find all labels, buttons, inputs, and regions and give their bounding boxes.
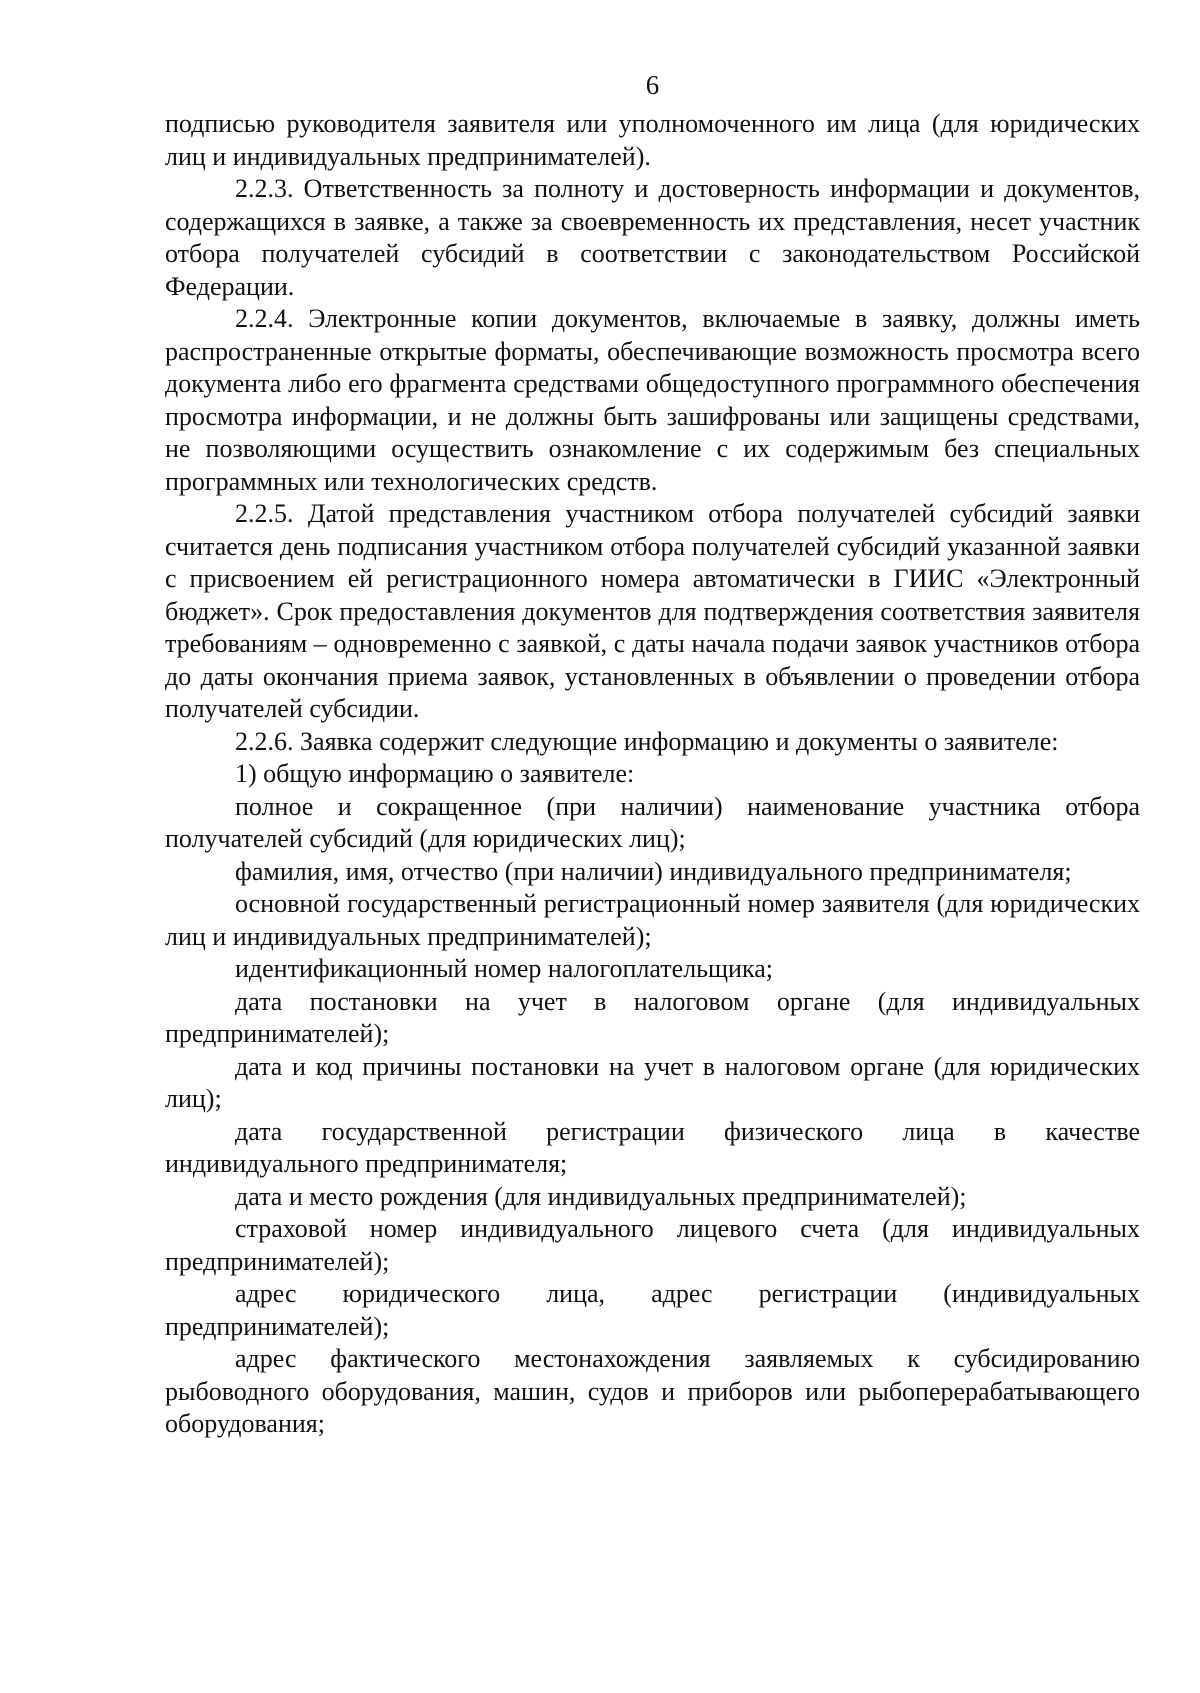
list-item: адрес юридического лица, адрес регистрации (индивидуальных предпринимателей); (165, 1279, 1140, 1341)
paragraph-2-2-6: 2.2.6. Заявка содержит следующие информацию и документы о заявителе: (235, 726, 1059, 756)
list-item: фамилия, имя, отчество (при наличии) индивидуального предпринимателя; (235, 856, 1072, 886)
list-item: адрес фактического местонахождения заявляемых к субсидированию рыбоводного оборудования, машин, судов и приборов или рыбоперерабатывающего оборудования; (165, 1344, 1140, 1438)
paragraph-2-2-3: 2.2.3. Ответственность за полноту и достоверность информации и документов, содержащихся в заявке, а также за своевременность их представления, несет участник отбора получателей субсидий в соответствии с законодательством Российской Федерации. (165, 174, 1140, 301)
list-item: дата и код причины постановки на учет в налоговом органе (для юридических лиц); (165, 1051, 1140, 1113)
list-item: дата и место рождения (для индивидуальных предпринимателей); (235, 1181, 967, 1211)
list-item: полное и сокращенное (при наличии) наименование участника отбора получателей субсидий (для юридических лиц); (165, 791, 1140, 853)
list-item: идентификационный номер налогоплательщика; (235, 954, 773, 983)
paragraph-2-2-4: 2.2.4. Электронные копии документов, включаемые в заявку, должны иметь распространенные открытые форматы, обеспечивающие возможность просмотра всего документа либо его фрагмента средствами общедоступного программного обеспечения просмотра информации, и не должны быть зашифрованы или защищены средствами, не позволяющими осуществить ознакомление с их содержимым без специальных программных или технологических средств. (165, 304, 1140, 496)
list-item: страховой номер индивидуального лицевого счета (для индивидуальных предпринимателей); (165, 1214, 1140, 1276)
document-body (165, 108, 1140, 1441)
paragraph-2-2-5: 2.2.5. Датой представления участником отбора получателей субсидий заявки считается день подписания участником отбора получателей субсидий указанной заявки с присвоением ей регистрационного номера автоматически в ГИИС «Электронный бюджет». Срок предоставления документов для подтверждения соответствия заявителя требованиям – одновременно с заявкой, с даты начала подачи заявок участников отбора до даты окончания приема заявок, установленных в объявлении о проведении отбора получателей субсидии. (165, 499, 1140, 723)
list-item: дата государственной регистрации физического лица в качестве индивидуального предпринимателя; (165, 1116, 1140, 1178)
paragraph: подписью руководителя заявителя или уполномоченного им лица (для юридических лиц и индивидуальных предпринимателей). (165, 109, 1140, 171)
list-item: дата постановки на учет в налоговом органе (для индивидуальных предпринимателей); (165, 986, 1140, 1048)
list-item: основной государственный регистрационный номер заявителя (для юридических лиц и индивидуальных предпринимателей); (165, 889, 1140, 951)
page-number: 6 (645, 70, 660, 100)
list-item: 1) общую информацию о заявителе: (235, 759, 635, 788)
